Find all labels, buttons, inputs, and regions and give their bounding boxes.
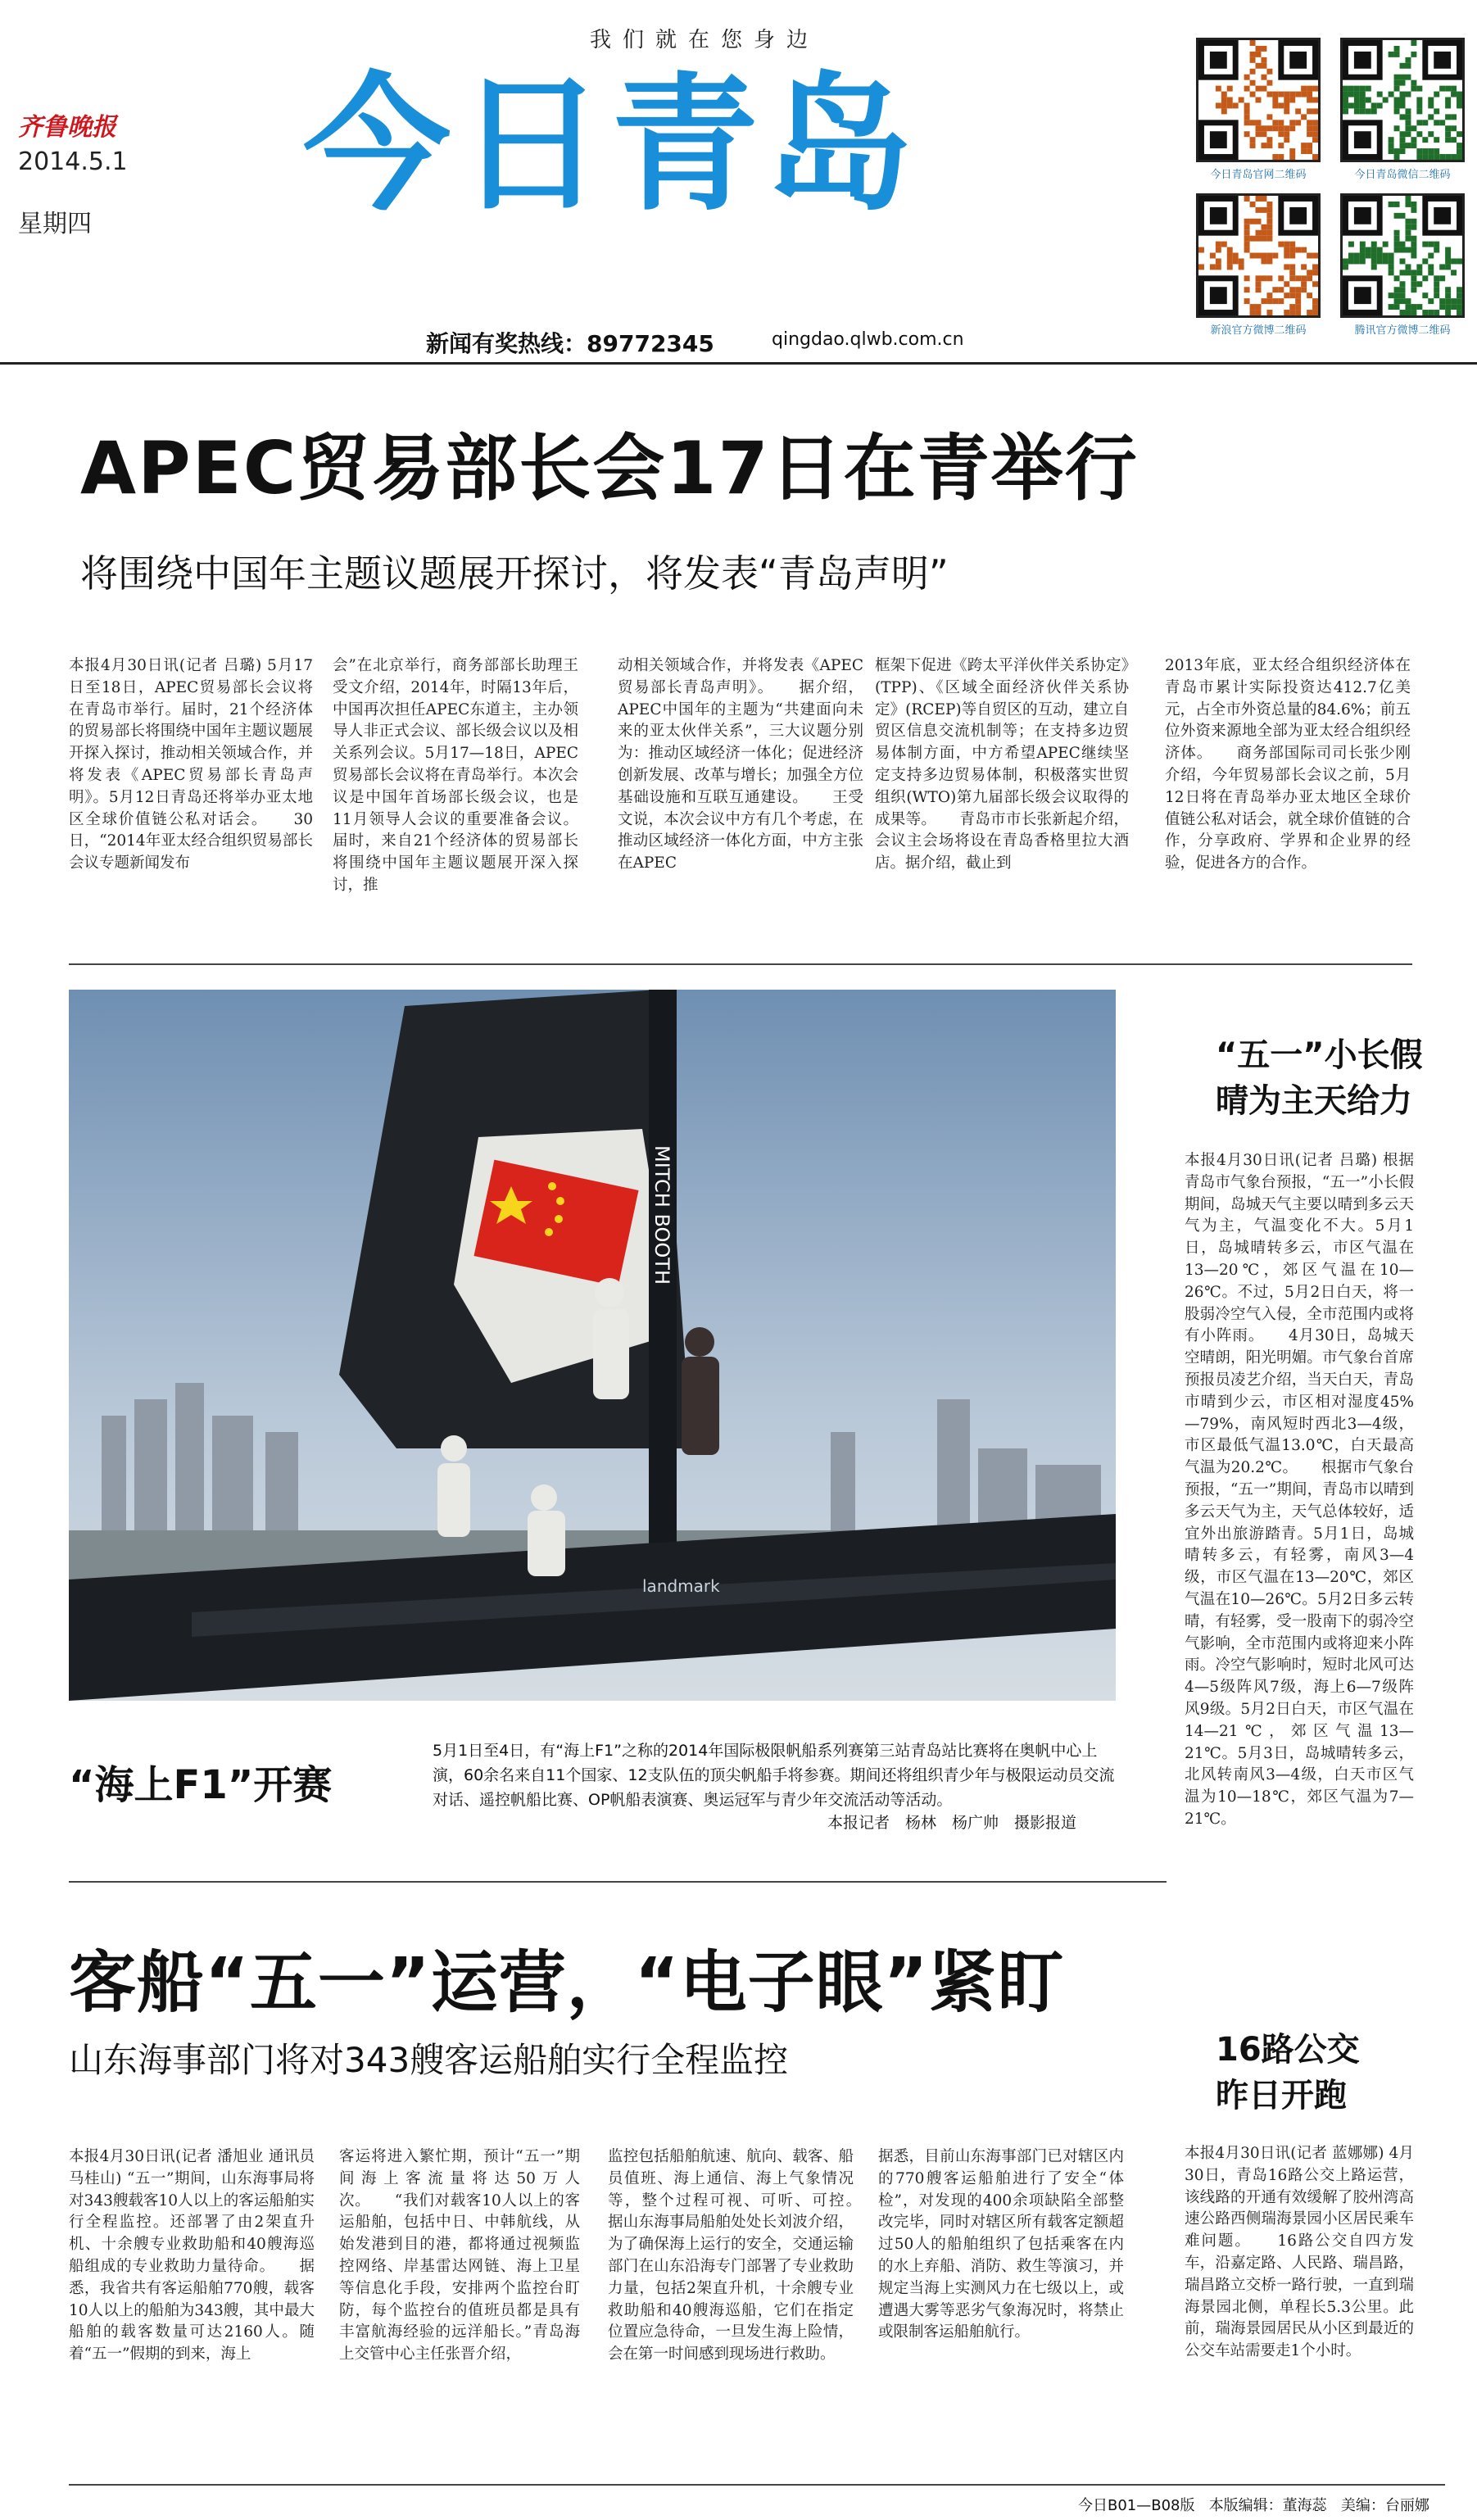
- news-hotline: [426, 326, 714, 359]
- qr-block-sina: [1196, 193, 1321, 337]
- bus-headline-line1: 16路公交: [1216, 2031, 1360, 2069]
- story2-subhead: 山东海事部门将对343艘客运船舶实行全程监控: [69, 2040, 789, 2080]
- story1-column: 会”在北京举行，商务部部长助理王受文介绍，2014年，时隔13年后，中国再次担任APEC东道主，主办领导人非正式会议、部长级会议以及相关系列会议。5月17—18日，APEC贸易部长会议将在青岛举行。本次会议是中国年首场部长级会议，也是11月领导人会议的重要准备会议。届时，来自21个经济体的贸易部长将围绕中国年主题议题展开深入探讨，推: [333, 657, 578, 894]
- hotline-label: 新闻有奖热线：: [426, 330, 587, 357]
- photo-credit: 本报记者 杨林 杨广帅 摄影报道: [827, 1814, 1077, 1832]
- story2-column: 本报4月30日讯(记者 潘旭业 通讯员 马桂山) “五一”期间，山东海事局将对343艘载客10人以上的客运船舶实行全程监控。还部署了由2架直升机、十余艘专业救助船和40艘海巡船组成的专业救助力量待命。 据悉，我省共有客运船舶770艘，载客10人以上的船舶为343艘，其中最大船舶的载客数量可达2160人。随着“五一”假期的到来，海上: [69, 2148, 315, 2364]
- story2-column: 据悉，目前山东海事部门已对辖区内的770艘客运船舶进行了安全“体检”，对发现的400余项缺陷全部整改完毕，同时对辖区所有载客定额超过50人的船舶组织了包括乘客在内的水上弃船、消防、救生等演习，并规定当海上实测风力在七级以上，或遭遇大雾等恶劣气象海况时，将禁止或限制客运船舶航行。: [878, 2148, 1124, 2341]
- issue-weekday: 星期四: [18, 210, 92, 238]
- footer-art: 美编：台丽娜: [1340, 2497, 1429, 2514]
- qr-pattern: [1343, 40, 1462, 160]
- section-divider: [69, 963, 1412, 965]
- qr-code-icon: [1340, 193, 1465, 318]
- story2-headline: 客船“五一”运营，“电子眼”紧盯: [69, 1944, 1065, 2022]
- footer-editor: 本版编辑：董海蕊: [1208, 2497, 1327, 2514]
- footer-divider: [69, 2484, 1445, 2486]
- bus-headline-line2: 昨日开跑: [1216, 2077, 1347, 2114]
- sail-text: MITCH BOOTH: [650, 1145, 673, 1285]
- section-divider: [69, 1881, 1167, 1883]
- story1-column: 动相关领域合作，并将发表《APEC贸易部长青岛声明》。 据介绍，APEC中国年的主题为“共建面向未来的亚太伙伴关系”，三大议题分别为：推动区域经济一体化；促进经济创新发展、改革与增长；加强全方位基础设施和互联互通建设。 王受文说，本次会议中方有几个考虑，在推动区域经济一体化方面，中方主张在APEC: [618, 657, 863, 872]
- hotline-number: 89772345: [587, 330, 714, 357]
- masthead-slogan: 我们就在您身边: [589, 28, 819, 52]
- qr-pattern: [1198, 196, 1318, 315]
- qr-caption: 新浪官方微博二维码: [1210, 324, 1307, 337]
- masthead-divider: [0, 362, 1477, 365]
- qr-pattern: [1198, 40, 1318, 160]
- story1-column: 本报4月30日讯(记者 吕璐) 5月17日至18日，APEC贸易部长会议将在青岛市举行。届时，21个经济体的贸易部长将围绕中国年主题议题展开探入探讨，推动相关领域合作，并将发表《APEC贸易部长青岛声明》。5月12日青岛还将举办亚太地区全球价值链公私对话会。 30日，“2014年亚太经合组织贸易部长会议专题新闻发布: [69, 657, 313, 872]
- story1-column: 2013年底，亚太经合组织经济体在青岛市累计实际投资达412.7亿美元，占全市外资总量的84.6%；前五位外资来源地全部为亚太经合组织经济体。 商务部国际司司长张少刚介绍，今年贸易部长会议之前，5月12日将在青岛举办亚太地区全球价值链公私对话会，就全球价值链的合作，分享政府、学界和企业界的经验，促进各方的合作。: [1165, 657, 1411, 872]
- qr-code-icon: [1340, 38, 1465, 162]
- qr-caption: 今日青岛微信二维码: [1354, 169, 1451, 181]
- bus-headline: [1216, 2027, 1360, 2119]
- story2-column: 监控包括船舶航速、航向、载客、船员值班、海上通信、海上气象情况等，整个过程可视、可听、可控。 据山东海事局船舶处处长刘波介绍，为了确保海上运行的安全，交通运输部门在山东沿海专门部署了专业救助力量，包括2架直升机，十余艘专业救助船和40艘海巡船，它们在指定位置应急待命，一旦发生海上险情，会在第一时间感到现场进行救助。: [608, 2148, 885, 2364]
- weather-body: 本报4月30日讯(记者 吕璐) 根据青岛市气象台预报，“五一”小长假期间，岛城天气主要以晴到多云天气为主，气温变化不大。5月1日，岛城晴转多云，市区气温在13—20℃，郊区气温在10—26℃。不过，5月2日白天，将一股弱冷空气入侵，全市范围内或将有小阵雨。 4月30日，岛城天空晴朗，阳光明媚。市气象台首席预报员凌艺介绍，当天白天，青岛市晴到少云，市区相对湿度45%—79%，南风短时西北3—4级，市区最低气温13.0℃，白天最高气温为20.2℃。 根据市气象台预报，“五一”期间，青岛市以晴到多云天气为主，天气总体较好，适宜外出旅游踏青。5月1日，岛城晴转多云，有轻雾，南风3—4级，市区气温在13—20℃，郊区气温在10—26℃。5月2日多云转晴，有轻雾，受一股南下的弱冷空气影响，全市范围内或将迎来小阵雨。冷空气影响时，短时北风可达4—5级阵风7级，海上6—7级阵风9级。5月2日白天，市区气温在14—21℃，郊区气温13—21℃。5月3日，岛城晴转多云，北风转南风3—4级，白天市区气温为10—18℃，郊区气温为7—21℃。: [1185, 1152, 1414, 1828]
- weather-headline-line2: 晴为主天给力: [1216, 1082, 1412, 1120]
- issue-date: 2014.5.1: [18, 147, 128, 176]
- qr-block-wechat: [1340, 38, 1465, 181]
- hull-text: landmark: [642, 1576, 720, 1596]
- qr-code-icon: [1196, 38, 1321, 162]
- story1-column: 框架下促进《跨太平洋伙伴关系协定》(TPP)、《区域全面经济伙伴关系协定》(RCEP)等自贸区的互动，建立自贸区信息交流机制等；在支持多边贸易体制方面，中方希望APEC继续坚定支持多边贸易体制，积极落实世贸组织(WTO)第九届部长级会议取得的成果等。 青岛市市长张新起介绍，会议主会场将设在青岛香格里拉大酒店。据介绍，截止到: [875, 657, 1129, 872]
- story1-headline: APEC贸易部长会17日在青举行: [80, 426, 1139, 510]
- website-url: qingdao.qlwb.com.cn: [772, 329, 964, 350]
- masthead-title: 今日青岛: [303, 60, 920, 231]
- qr-code-icon: [1196, 193, 1321, 318]
- qr-block-tencent: [1340, 193, 1465, 337]
- qr-block-website: [1196, 38, 1321, 181]
- story1-subhead: 将围绕中国年主题议题展开探讨，将发表“青岛声明”: [80, 551, 949, 596]
- bus-body: 本报4月30日讯(记者 蓝娜娜) 4月30日，青岛16路公交上路运营，该线路的开通有效缓解了胶州湾高速公路西侧瑞海景园小区居民乘车难问题。 16路公交自四方发车，沿嘉定路、人民路、瑞昌路，瑞昌路立交桥一路行驶，一直到瑞海景园北侧，单程长5.3公里。此前，瑞海景园居民从小区到最近的公交车站需要走1个小时。: [1185, 2145, 1414, 2360]
- photo-title: “海上F1”开赛: [69, 1762, 333, 1808]
- newspaper-brand: 齐鲁晚报: [18, 113, 116, 142]
- page-footer: [1078, 2494, 1429, 2515]
- weather-headline-line1: “五一”小长假: [1216, 1036, 1423, 1074]
- weather-headline: [1216, 1032, 1423, 1124]
- story2-column: 客运将进入繁忙期，预计“五一”期间海上客流量将达50万人次。 “我们对载客10人以上的客运船舶，包括中日、中韩航线，从始发港到目的港，都将通过视频监控网络、岸基雷达网链、海上卫星等信息化手段，安排两个监控台盯防，每个监控台的值班员都是具有丰富航海经验的远洋船长。”青岛海上交管中心主任张晋介绍，: [339, 2148, 580, 2364]
- qr-caption: 腾讯官方微博二维码: [1354, 324, 1451, 337]
- qr-pattern: [1343, 196, 1462, 315]
- sailing-photo: [69, 990, 1116, 1701]
- footer-pages: 今日B01—B08版: [1078, 2497, 1195, 2514]
- qr-caption: 今日青岛官网二维码: [1210, 169, 1307, 181]
- photo-caption: 5月1日至4日，有“海上F1”之称的2014年国际极限帆船系列赛第三站青岛站比赛将在奥帆中心上演，60余名来自11个国家、12支队伍的顶尖帆船手将参赛。期间还将组织青少年与极限运动员交流对话、遥控帆船比赛、OP帆船表演赛、奥运冠军与青少年交流活动等活动。: [433, 1742, 1115, 1809]
